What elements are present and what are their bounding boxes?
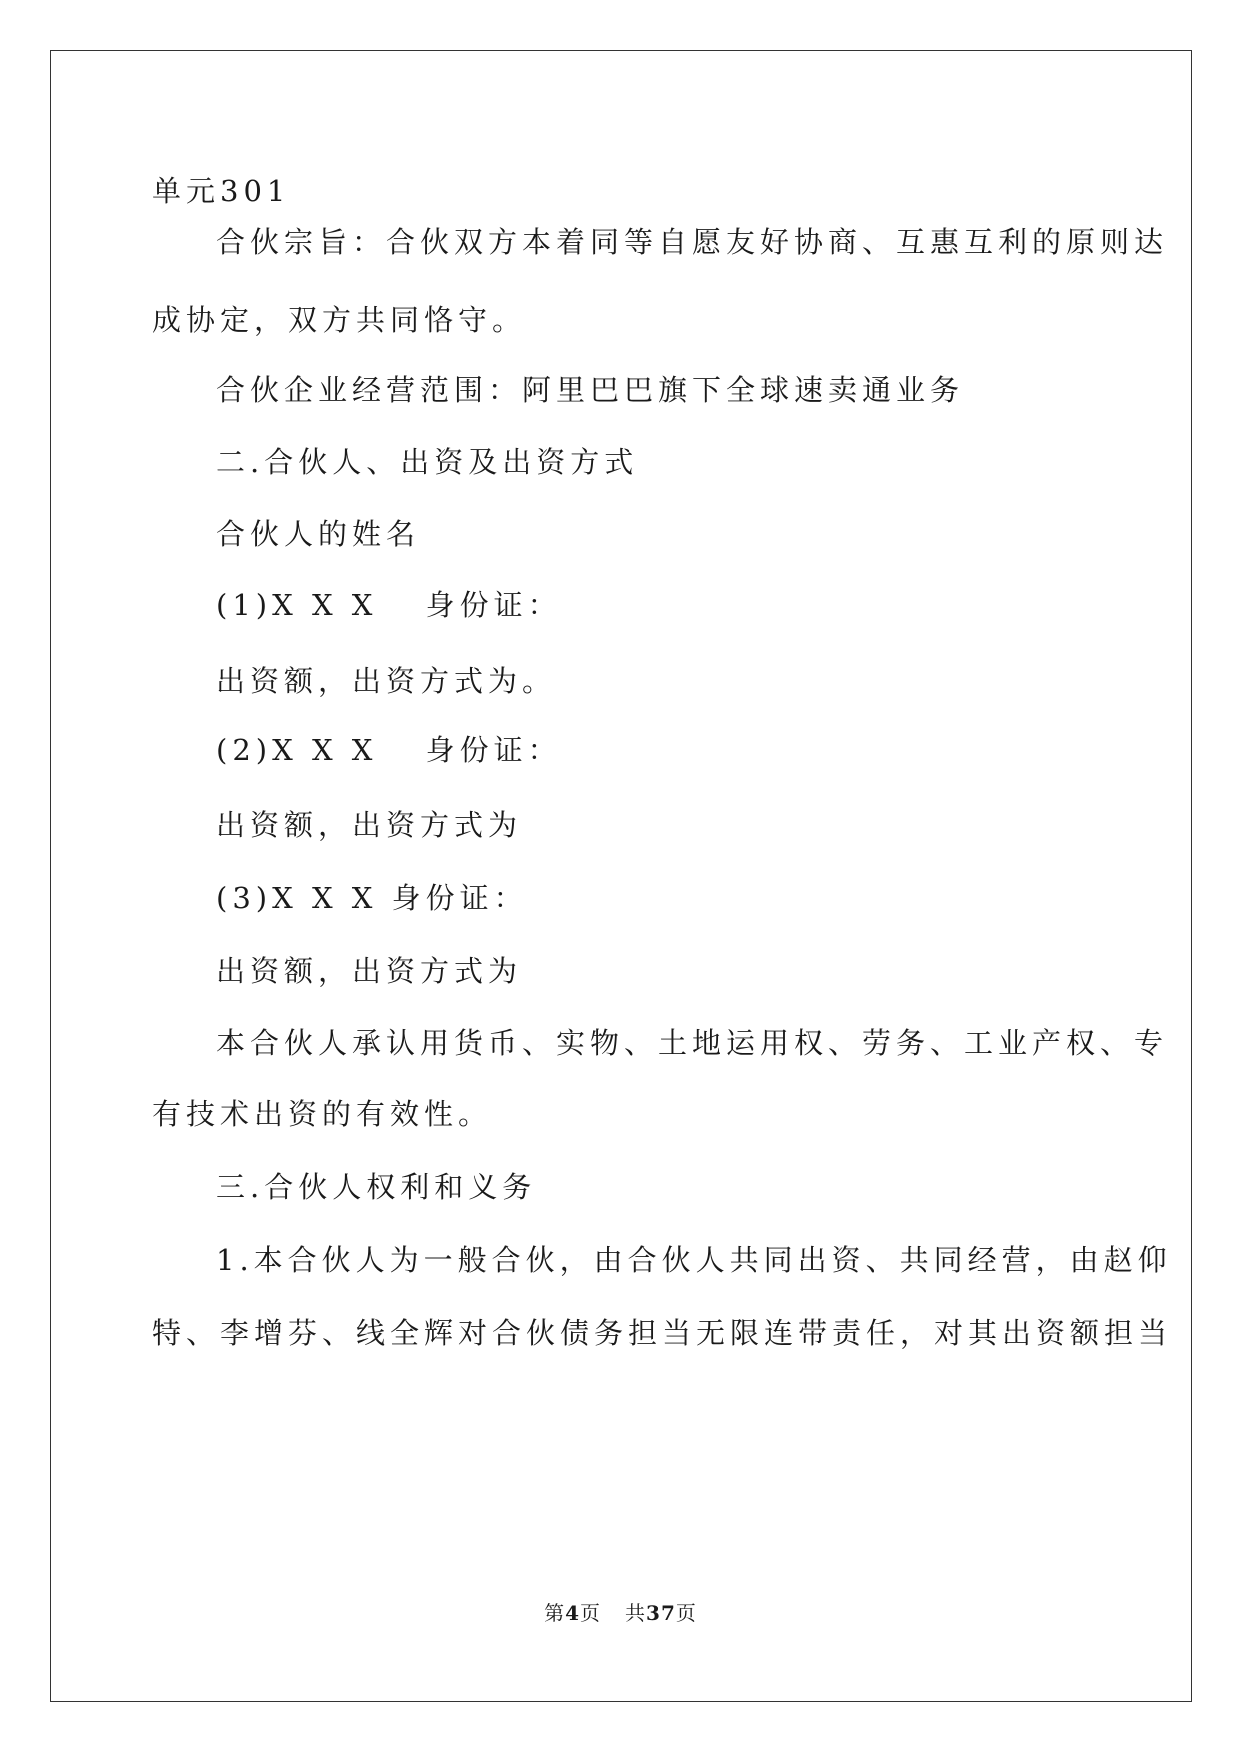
footer-page-prefix: 第: [544, 1601, 566, 1625]
section-heading: 三.合伙人权利和义务: [216, 1170, 537, 1204]
paragraph-line: 特、李增芬、线全辉对合伙债务担当无限连带责任，对其出资额担当: [152, 1316, 1173, 1350]
paragraph-line: 有技术出资的有效性。: [152, 1097, 493, 1131]
page-footer: [0, 1597, 1241, 1626]
unit-line: 单元301: [152, 174, 291, 208]
partner-line: (1)X X X 身份证：: [216, 588, 562, 622]
footer-total-prefix: 共: [625, 1601, 647, 1625]
partner-line: (2)X X X 身份证：: [216, 733, 562, 767]
footer-page-suffix: 页: [580, 1601, 602, 1625]
paragraph-line: 合伙人的姓名: [216, 517, 421, 551]
contribution-line: 出资额，出资方式为。: [216, 664, 557, 698]
footer-total-suffix: 页: [675, 1601, 697, 1625]
paragraph-line: 合伙企业经营范围：阿里巴巴旗下全球速卖通业务: [216, 373, 965, 407]
paragraph-line: 1.本合伙人为一般合伙，由合伙人共同出资、共同经营，由赵仰: [216, 1243, 1172, 1277]
footer-page-number: 4: [565, 1601, 581, 1625]
paragraph-line: 本合伙人承认用货币、实物、土地运用权、劳务、工业产权、专: [216, 1026, 1169, 1060]
partner-line: (3)X X X 身份证：: [216, 881, 528, 915]
section-heading: 二.合伙人、出资及出资方式: [216, 445, 639, 479]
footer-total-pages: 37: [646, 1601, 676, 1625]
page-border: [50, 50, 1192, 1702]
paragraph-line: 合伙宗旨：合伙双方本着同等自愿友好协商、互惠互利的原则达: [216, 225, 1169, 259]
contribution-line: 出资额，出资方式为: [216, 954, 523, 988]
contribution-line: 出资额，出资方式为: [216, 808, 523, 842]
paragraph-line: 成协定，双方共同恪守。: [152, 303, 527, 337]
